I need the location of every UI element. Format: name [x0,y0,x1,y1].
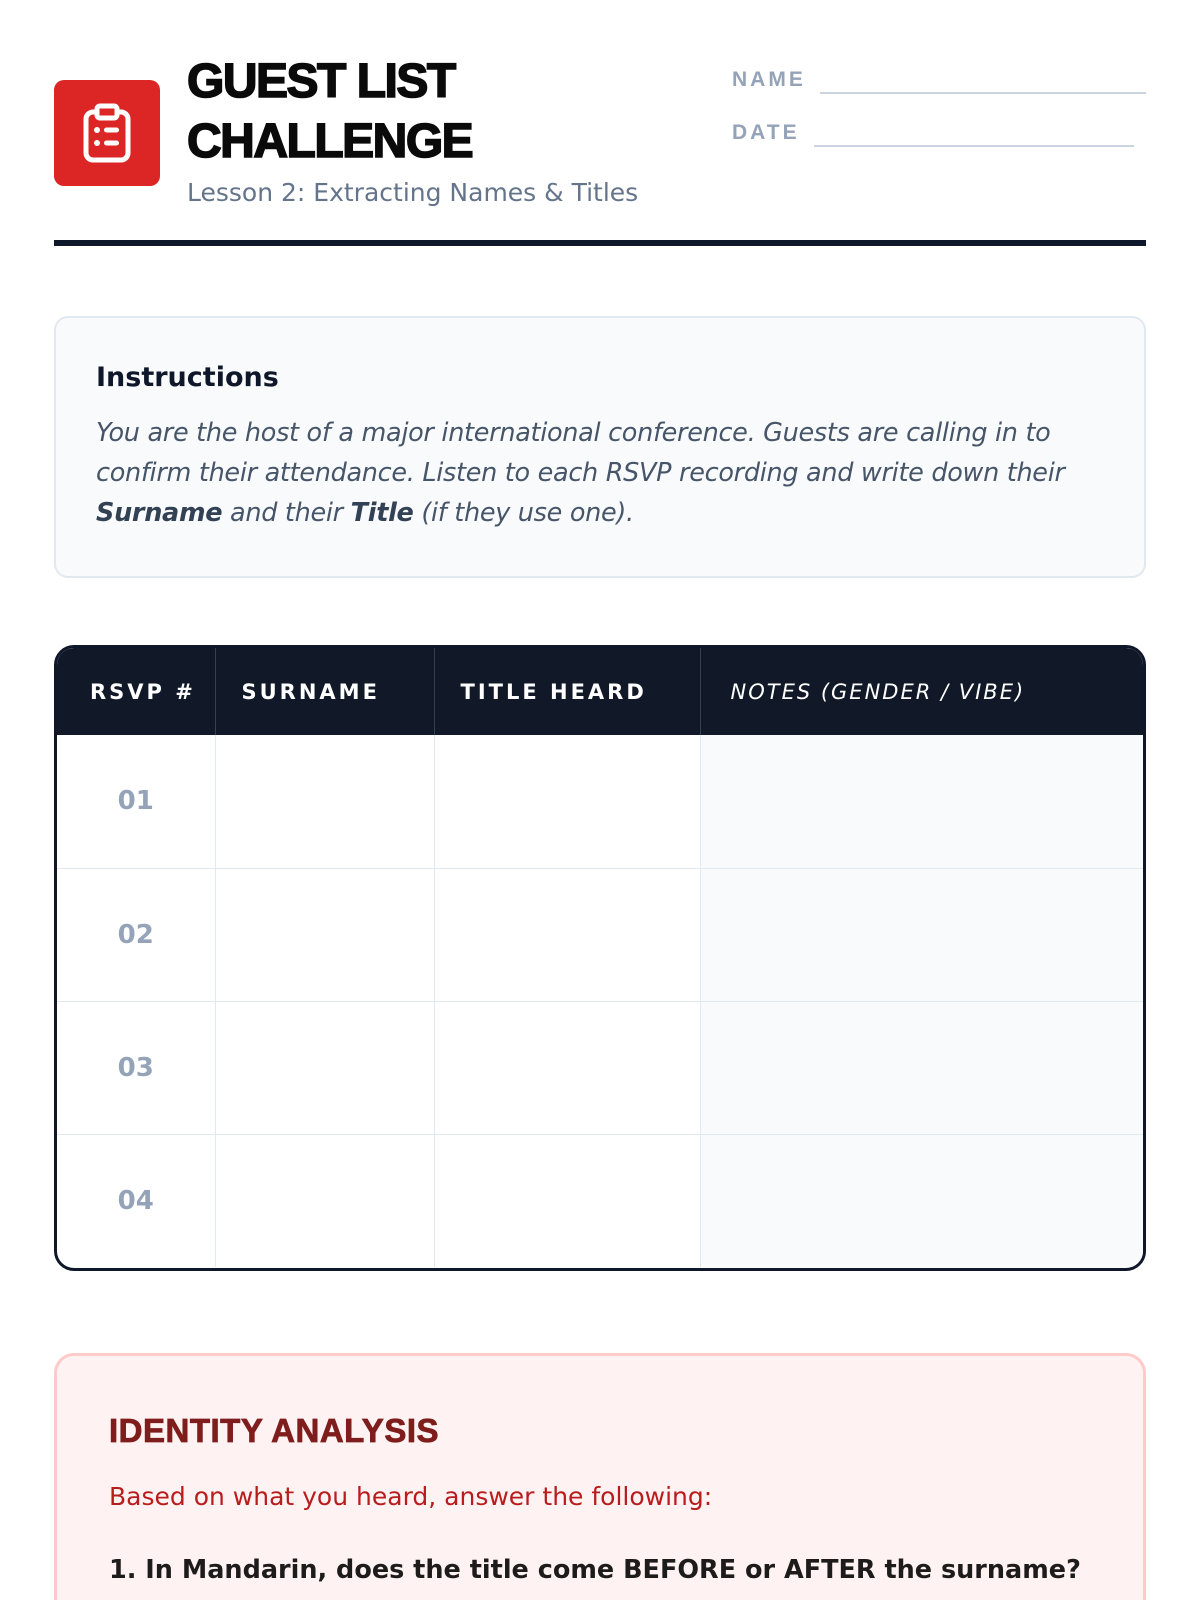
page-title-line-1: GUEST LIST [187,55,455,108]
title-heard-cell[interactable] [434,1134,700,1267]
instructions-text-part-3: (if they use one). [413,498,634,528]
instructions-box [54,316,1146,578]
name-row [732,60,1146,94]
page-title-line-2: CHALLENGE [187,115,473,168]
rsvp-number: 01 [57,735,215,868]
instructions-emphasis-title: Title [350,498,414,528]
surname-cell[interactable] [215,1001,434,1134]
title-heard-cell[interactable] [434,868,700,1001]
instructions-text-part-1: You are the host of a major international conference. Guests are calling in to confirm their attendance. Listen to each RSVP recording and write down their [96,418,1065,488]
name-date-fields [732,60,1146,166]
page-subtitle: Lesson 2: Extracting Names & Titles [187,178,639,207]
worksheet-header [54,0,1146,246]
column-header-surname: SURNAME [215,648,434,735]
title-heard-cell[interactable] [434,1001,700,1134]
notes-cell[interactable] [700,1001,1143,1134]
instructions-text [96,413,1104,533]
notes-cell[interactable] [700,1134,1143,1267]
rsvp-number: 03 [57,1001,215,1134]
rsvp-number: 04 [57,1134,215,1267]
column-header-notes: NOTES (GENDER / VIBE) [700,648,1143,735]
date-row [732,113,1146,147]
rsvp-number: 02 [57,868,215,1001]
instructions-text-part-2: and their [222,498,351,528]
date-label: DATE [732,121,800,144]
table-row [57,1001,1143,1134]
name-field[interactable] [820,92,1146,94]
column-header-rsvp: RSVP # [57,648,215,735]
analysis-lead: Based on what you heard, answer the following: [109,1482,713,1511]
surname-cell[interactable] [215,735,434,868]
notes-cell[interactable] [700,868,1143,1001]
column-header-title-heard: TITLE HEARD [434,648,700,735]
rsvp-table [54,645,1146,1271]
analysis-heading: IDENTITY ANALYSIS [109,1412,440,1449]
table-row [57,735,1143,868]
table-header-row [57,648,1143,735]
title-block [187,52,638,207]
analysis-question-1: 1. In Mandarin, does the title come BEFORE or AFTER the surname? [109,1555,1081,1585]
table-row [57,1134,1143,1267]
notes-cell[interactable] [700,735,1143,868]
identity-analysis-box [54,1353,1146,1600]
surname-cell[interactable] [215,868,434,1001]
instructions-heading: Instructions [96,362,279,393]
name-label: NAME [732,68,806,91]
clipboard-icon [54,80,160,186]
table-row [57,868,1143,1001]
instructions-emphasis-surname: Surname [96,498,223,528]
title-heard-cell[interactable] [434,735,700,868]
date-field[interactable] [814,145,1134,147]
surname-cell[interactable] [215,1134,434,1267]
